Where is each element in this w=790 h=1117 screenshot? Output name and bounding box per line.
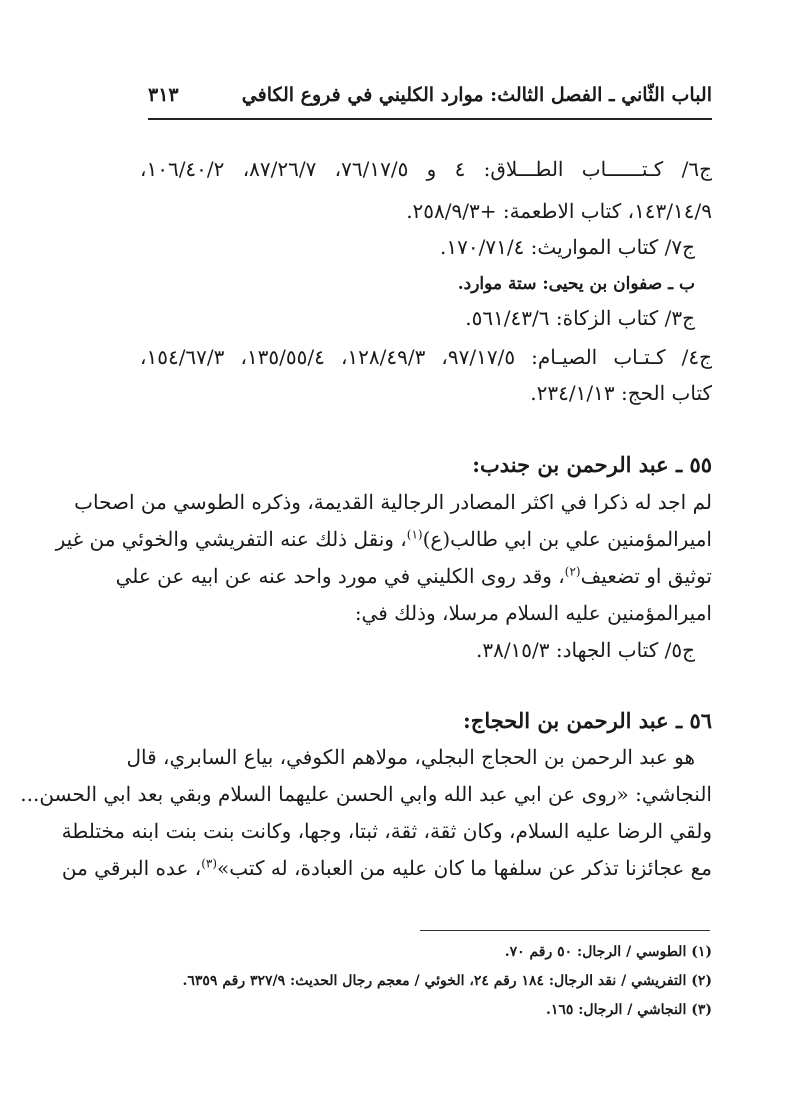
footnote-ref[interactable]: (٣) <box>201 856 218 871</box>
text-line: لم اجد له ذكرا في اكثر المصادر الرجالية القديمة، وذكره الطوسي من اصحاب <box>74 490 712 514</box>
text-line: اميرالمؤمنين علي بن ابي طالب(ع)$^{(١)}$، ونقل ذلك عنه التفريشي والخوئي من غير <box>55 527 712 551</box>
text-line: ج٥/ كتاب الجهاد: ٣٨/١٥/٣. <box>475 638 695 662</box>
text-line: اميرالمؤمنين عليه السلام مرسلا، وذلك في: <box>354 601 712 625</box>
text-line: ج٦/ كـتــــــاب الطـــلاق: ٤ و ٧٦/١٧/٥، ٨٧/٢٦/٧، ١٠٦/٤٠/٢، <box>140 157 712 181</box>
section-heading: ٥٥ ـ عبد الرحمن بن جندب: <box>472 452 712 477</box>
subheading: ب ـ صفوان بن يحيى: ستة موارد. <box>457 274 695 294</box>
text-line: توثيق او تضعيف$^{(٢)}$، وقد روى الكليني في مورد واحد عنه عن ابيه عن علي <box>115 564 712 588</box>
text-line: مع عجائزنا تذكر عن سلفها ما كان عليه من العبادة، له كتب»$^{(٣)}$، عده البرقي من <box>61 856 712 880</box>
footnote: (٢) التفريشي / نقد الرجال: ١٨٤ رقم ٢٤، الخوئي / معجم رجال الحديث: ٣٢٧/٩ رقم ٦٣٥٩. <box>182 973 712 989</box>
running-header <box>148 84 712 106</box>
text-line: هو عبد الرحمن بن الحجاج البجلي، مولاهم الكوفي، بياع السابري، قال <box>126 745 695 769</box>
text-line: ولقي الرضا عليه السلام، وكان ثقة، ثقة، ثبتا، وجها، وكانت بنت بنت ابنه مختلطة <box>61 819 712 843</box>
footnote-ref[interactable]: (٢) <box>564 564 581 579</box>
text-line: ج٣/ كتاب الزكاة: ٥٦١/٤٣/٦. <box>465 306 695 330</box>
text-line: كتاب الحج: ٢٣٤/١/١٣. <box>530 381 712 405</box>
text-line: ج٧/ كتاب المواريث: ١٧٠/٧١/٤. <box>440 235 695 259</box>
footnote-ref[interactable]: (١) <box>406 527 423 542</box>
header-rule <box>148 118 712 120</box>
text-line: ١٤٣/١٤/٩، كتاب الاطعمة: +٢٥٨/٩/٣. <box>406 199 712 223</box>
footnote-rule <box>420 930 710 931</box>
header-title: الباب الثّاني ـ الفصل الثالث: موارد الكليني في فروع الكافي <box>241 84 712 106</box>
section-heading: ٥٦ ـ عبد الرحمن بن الحجاج: <box>463 708 712 733</box>
text-line: ج٤/ كـتـاب الصيـام: ٩٧/١٧/٥، ١٢٨/٤٩/٣، ١٣٥/٥٥/٤، ١٥٤/٦٧/٣، <box>140 345 712 369</box>
text-line: النجاشي: «روى عن ابي عبد الله وابي الحسن عليهما السلام وبقي بعد ابي الحسن... <box>20 782 712 806</box>
page-number: ٣١٣ <box>148 84 179 106</box>
footnote: (١) الطوسي / الرجال: ٥٠ رقم ٧٠. <box>504 944 712 960</box>
footnote: (٣) النجاشي / الرجال: ١٦٥. <box>545 1002 712 1018</box>
